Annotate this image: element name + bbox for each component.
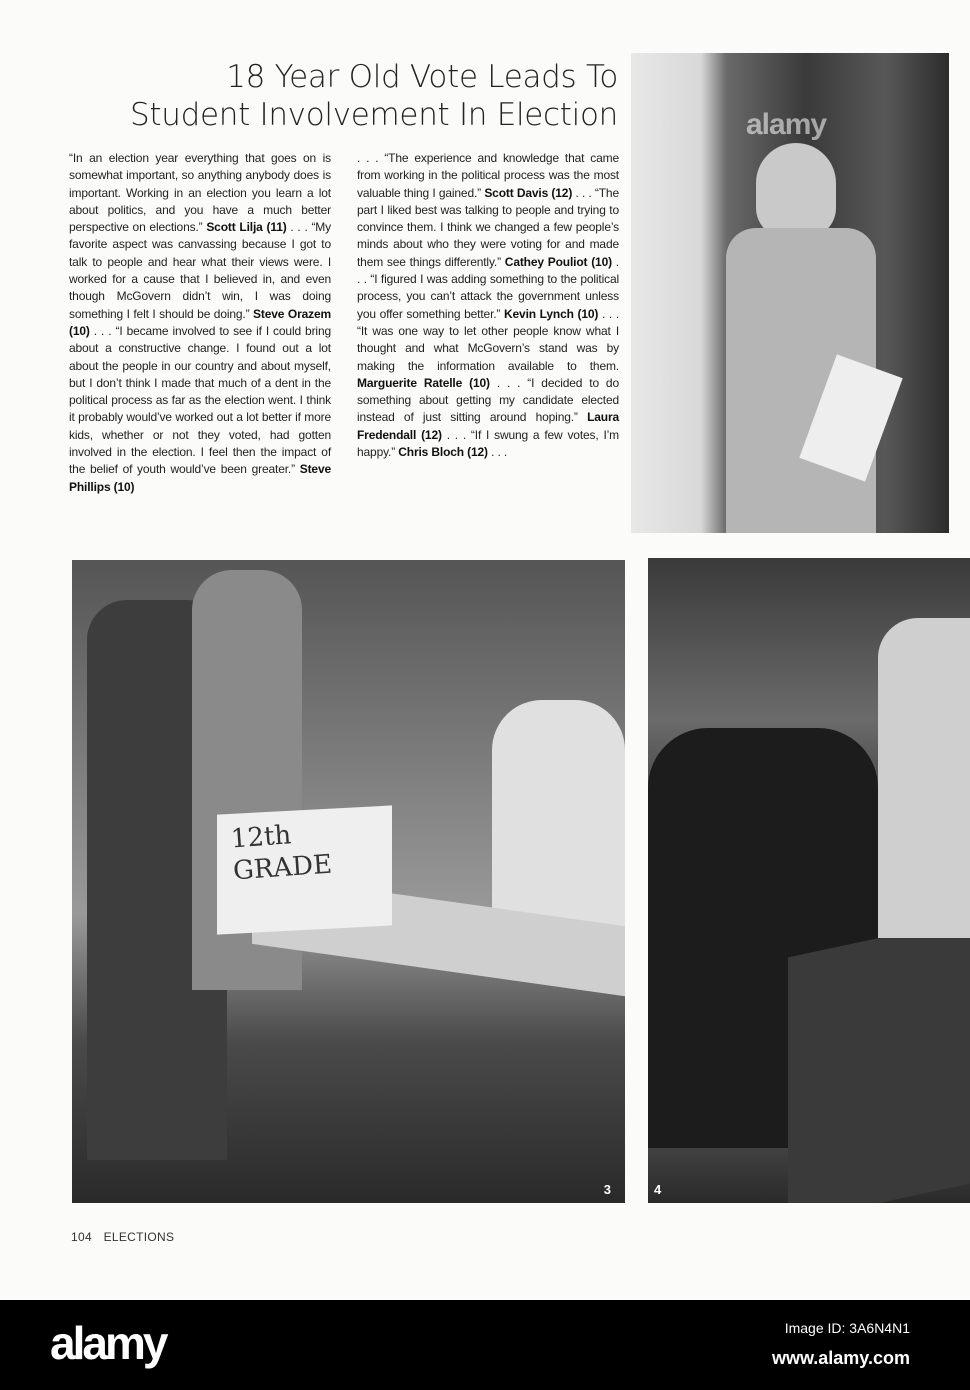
site-url[interactable]: www.alamy.com [771, 1348, 910, 1368]
student-name: Marguerite Ratelle (10) [357, 375, 490, 390]
quote-text: . . . [487, 445, 508, 460]
photo-figure-girl [878, 618, 970, 938]
text-column-1 [69, 150, 331, 496]
quote-text: “In an election year everything that goes on is somewhat important, so anything anybody does is important. Working in an election you learn a lot about politics, and you have a much better perspective on elections.” [69, 151, 331, 235]
stock-banner [0, 1300, 970, 1390]
title-line-2: Student Involvement In Election [130, 97, 618, 133]
alamy-logo: alamy [50, 1317, 166, 1369]
quote-text: . . . “I decided to do something about getting my candidate elected instead of just sitting around hoping.” [357, 375, 619, 425]
quote-text: . . . “The experience and knowledge that came from working in the political process was the most valuable thing I gained.” [357, 151, 619, 200]
student-name: Scott Lilja (11) [206, 220, 287, 235]
photo-ballot-box [72, 560, 625, 1203]
student-name: Kevin Lynch (10) [504, 306, 599, 321]
title-line-1: 18 Year Old Vote Leads To [226, 59, 618, 95]
page-footer [71, 1230, 182, 1244]
quote-text: . . . “I became involved to see if I could bring about a constructive change. I found out a lot about the people in our country and about myself, but I don’t think I made that much of a dent in the political process as far as the election went. I think it probably would’ve worked out a lot better if more kids, whether or not they voted, had gotten involved in the election. I feel then the impact of the belief of youth would’ve been greater.” [69, 323, 331, 477]
student-name: Steve Orazem (10) [69, 306, 332, 338]
text-column-2 [357, 150, 619, 461]
ballot-box-label-line: GRADE [232, 849, 333, 887]
quote-text: . . . “The part I liked best was talking to people and trying to convince them. I think we changed a few people’s minds about who they were voting for and made them see things differently.” [357, 185, 619, 269]
ballot-box-label [230, 817, 333, 888]
photo-figure-head [756, 143, 836, 238]
student-name: Steve Phillips (10) [69, 462, 331, 494]
photo-desk [788, 919, 970, 1203]
photo-student-with-sign [631, 53, 949, 533]
student-name: Laura Fredendall (12) [357, 410, 619, 442]
quote-text: . . . “I figured I was adding something to the political process, you can’t attack the government unless you offer something better.” [357, 254, 619, 321]
quote-text: . . . “My favorite aspect was canvassing because I got to talk to people and hear what their views were. I worked for a cause that I believed in, and even though McGovern didn’t win, I was doing something I felt I should be doing.” [69, 220, 332, 321]
quote-text: . . . “If I swung a few votes, I’m happy.” [357, 427, 619, 460]
student-name: Cathey Pouliot (10) [504, 254, 612, 269]
image-id: Image ID: 3A6N4N1 [784, 1320, 910, 1336]
page-number: 104 [71, 1230, 92, 1244]
photo-students-signing [648, 558, 970, 1203]
student-name: Scott Davis (12) [484, 185, 573, 200]
student-name: Chris Bloch (12) [398, 445, 488, 460]
quote-text: . . . “It was one way to let other people know what I thought and what McGovern’s stand was by making the information available to them. [357, 306, 619, 373]
watermark: alamy [746, 108, 827, 141]
article-title [130, 58, 618, 134]
photo-number: 4 [654, 1182, 662, 1197]
ballot-box-label-line: 12th [229, 820, 293, 855]
section-name: ELECTIONS [103, 1230, 175, 1244]
photo-number: 3 [603, 1182, 611, 1197]
